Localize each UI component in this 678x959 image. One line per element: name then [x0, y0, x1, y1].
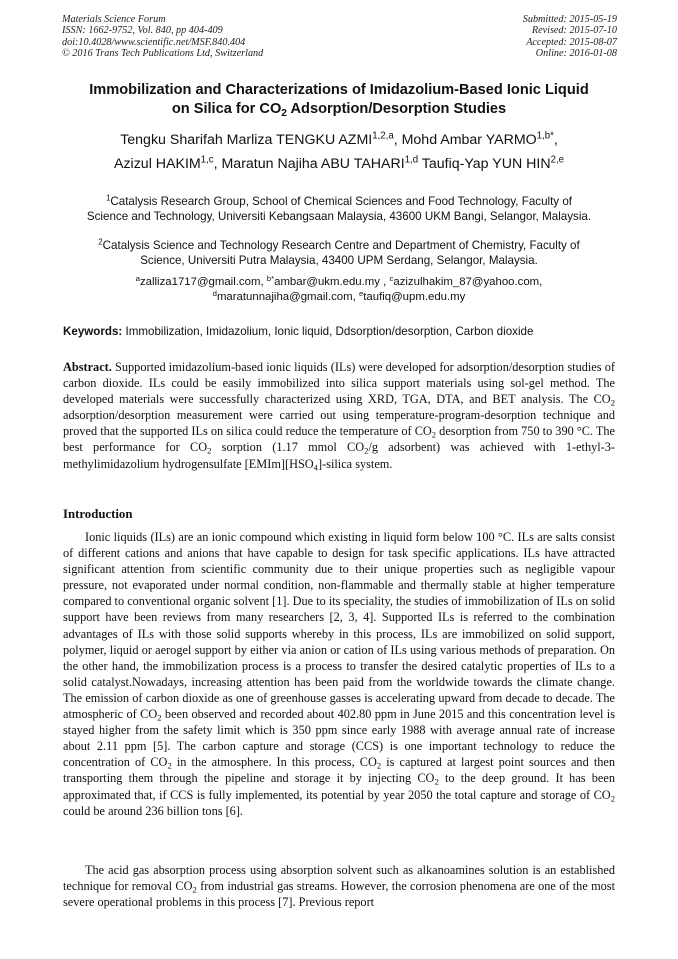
- email-separator: ,: [380, 276, 390, 288]
- author-affil-sup: 2,e: [550, 154, 564, 166]
- journal-header-right: [523, 14, 617, 59]
- intro-paragraph-2: [63, 862, 615, 910]
- subscript: 2: [167, 760, 172, 771]
- abstract-text: sorption (1.17 mmol CO: [211, 440, 365, 455]
- author-affil-sup: 1,d: [404, 154, 419, 166]
- email-address[interactable]: ambar@ukm.edu.my: [274, 276, 380, 288]
- affiliation-2: [52, 238, 626, 268]
- author-separator: ,: [393, 132, 402, 148]
- author-list: [40, 128, 638, 176]
- journal-name: Materials Science Forum: [62, 14, 166, 25]
- paragraph-text: from industrial gas streams. However, the corrosion phenomena are one of the most severe operational problems in this process [7]. Previous report: [63, 879, 616, 910]
- revised-date: Revised: 2015-07-10: [531, 25, 617, 37]
- abstract-label: Abstract.: [63, 360, 112, 374]
- paragraph-text: could be around 236 billion tons [6].: [63, 803, 243, 818]
- subscript: 2: [192, 884, 197, 895]
- email-sup: e: [358, 288, 364, 298]
- affiliation-line: Science and Technology, Universiti Kebangsaan Malaysia, 43600 UKM Bangi, Selangor, Malaysia.: [86, 210, 592, 224]
- subscript: 2: [431, 429, 437, 440]
- author-line-1: [40, 128, 638, 152]
- affiliation-text: Catalysis Research Group, School of Chemical Sciences and Food Technology, Faculty of: [110, 195, 572, 208]
- online-date: Online: 2016-01-08: [535, 47, 617, 59]
- paragraph-text: Ionic liquids (ILs) are an ionic compound which existing in liquid form below 100 °C. ILs are salts consist of different cations and anions that have capable to design for task specific applications. ILs have attracted significant attention from scientific community due to their unique properties such as negligible vapour pressure, not evaporated under normal condition, non-flammable and thermally stable at higher temperature compared to conventional organic solvent [1]. Due to its speciality, the studies of immobilization of ILs on solid support have been reviews from many researchers [2, 3, 4]. Supported ILs is referred to the combination advantages of ILs with those solid supports whereby in this process, ILs are immobilized on solid support, polymer, liquid or aerogel support by either via anion or cation of ILs using various methods of preparation. On the other hand, the immobilization process is a process to transfer the desired catalytic properties of ILs to a solid catalyst.Nowadays, increasing attention has been paid from the worldwide towards the climate change. The emission of carbon dioxide as one of greenhouse gasses is accelerating upward from decade to decade. The atmospheric of CO: [63, 530, 615, 722]
- subscript: 2: [207, 446, 212, 457]
- subscript: 2: [610, 397, 615, 408]
- subscript: 4: [313, 462, 318, 473]
- paragraph-text: in the atmosphere. In this process, CO: [171, 755, 377, 770]
- section-heading-introduction: Introduction: [63, 507, 133, 521]
- title-line-1: Immobilization and Characterizations of Imidazolium-Based Ionic Liquid: [89, 82, 589, 98]
- abstract-text: ]-silica system.: [317, 456, 393, 471]
- author-name: Tengku Sharifah Marliza TENGKU AZMI: [120, 132, 373, 148]
- subscript: 2: [364, 446, 369, 457]
- title-line-2-pre: on Silica for CO: [171, 101, 282, 117]
- keywords-label: Keywords:: [63, 325, 123, 338]
- author-affil-sup: 1,2,a: [372, 130, 394, 142]
- abstract-text: adsorption/desorption measurement were carried out using temperature-program-desorption technique and proved that the supported ILs on silica could reduce the temperature of CO: [63, 408, 615, 439]
- subscript: 2: [157, 712, 162, 723]
- author-name: Taufiq-Yap YUN HIN: [421, 156, 551, 172]
- email-sup: c: [389, 273, 394, 283]
- subscript: 2: [376, 760, 382, 771]
- keywords-text: Immobilization, Imidazolium, Ionic liquid, Ddsorption/desorption, Carbon dioxide: [122, 325, 534, 338]
- paragraph-text: been observed and recorded about 402.80 ppm in June 2015 and this concentration level is stayed higher from the safety limit which is 350 ppm since early 1988 with average annual rate of increase about 2.11 ppm [5]. The carbon capture and storage (CCS) is one important technology to reduce the concentration of CO: [63, 707, 616, 770]
- author-separator: ,: [213, 156, 222, 172]
- affiliation-sup: 2: [98, 237, 103, 247]
- email-address[interactable]: taufiq@upm.edu.my: [363, 291, 466, 303]
- affiliation-text: Catalysis Science and Technology Research Centre and Department of Chemistry, Faculty of: [102, 239, 580, 252]
- abstract: [63, 359, 615, 472]
- email-list: [52, 275, 626, 305]
- submitted-date: Submitted: 2015-05-19: [522, 14, 617, 25]
- affiliation-line: [52, 194, 626, 209]
- affiliation-sup: 1: [105, 193, 111, 203]
- title-line-2-post: Adsorption/Desorption Studies: [286, 101, 507, 117]
- author-affil-sup: 1,b*: [536, 130, 554, 142]
- author-name: Mohd Ambar YARMO: [401, 132, 537, 148]
- email-address[interactable]: maratunnajiha@gmail.com: [216, 291, 353, 303]
- email-sup: b*: [266, 273, 275, 283]
- intro-paragraph-1: [63, 529, 615, 819]
- email-line-1: [52, 275, 626, 290]
- paragraph-text: to the deep ground. It has been approximated that, if CCS is fully implemented, its potential by year 2050 the total capture and storage of CO: [63, 771, 615, 802]
- paragraph-text: The acid gas absorption process using absorption solvent such as alkanoamines solution is an established technique for removal CO: [63, 863, 615, 894]
- abstract-text: Supported imidazolium-based ionic liquids (ILs) were developed for adsorption/desorption studies of carbon dioxide. ILs could be easily immobilized into silica support materials using sol-gel method. The developed materials were successfully characterized using XRD, TGA, DTA, and BET analysis. The CO: [63, 360, 615, 407]
- email-separator: ,: [352, 291, 359, 303]
- subscript: 2: [434, 776, 439, 787]
- journal-header-left: [62, 14, 263, 59]
- paper-title: [40, 81, 638, 119]
- author-name: Azizul HAKIM: [114, 156, 201, 172]
- author-line-2: [40, 152, 638, 176]
- email-address[interactable]: azizulhakim_87@yahoo.com,: [393, 276, 543, 288]
- title-line-2: [40, 100, 638, 119]
- email-sup: d: [212, 288, 217, 298]
- abstract-text: desorption from 750 to 390 °C. The best performance for CO: [63, 424, 615, 455]
- author-separator: ,: [553, 132, 558, 148]
- copyright: © 2016 Trans Tech Publications Ltd, Switzerland: [62, 47, 264, 59]
- email-separator: ,: [260, 276, 267, 288]
- author-name: Maratun Najiha ABU TAHARI: [221, 156, 405, 172]
- email-sup: a: [135, 273, 140, 283]
- email-line-2: [52, 290, 626, 305]
- title-line-2-sub: 2: [281, 108, 287, 120]
- subscript: 2: [610, 793, 615, 804]
- issn: ISSN: 1662-9752, Vol. 840, pp 404-409: [62, 25, 223, 37]
- accepted-date: Accepted: 2015-08-07: [526, 36, 617, 48]
- doi: doi:10.4028/www.scientific.net/MSF.840.404: [62, 36, 246, 48]
- affiliation-1: [52, 194, 626, 224]
- email-address[interactable]: zalliza1717@gmail.com: [139, 276, 261, 288]
- affiliation-line: Science, Universiti Putra Malaysia, 43400 UPM Serdang, Selangor, Malaysia.: [140, 254, 538, 268]
- author-affil-sup: 1,c: [200, 154, 214, 166]
- keywords: [63, 324, 617, 339]
- affiliation-line: [52, 238, 626, 253]
- paragraph-text: is captured at largest point sources and then transporting them through the pipeline and storage it by injecting CO: [63, 755, 615, 786]
- abstract-text: /g adsorbent) was achieved with 1-ethyl-3-methylimidazolium hydrogensulfate [EMIm][HSO: [63, 440, 615, 471]
